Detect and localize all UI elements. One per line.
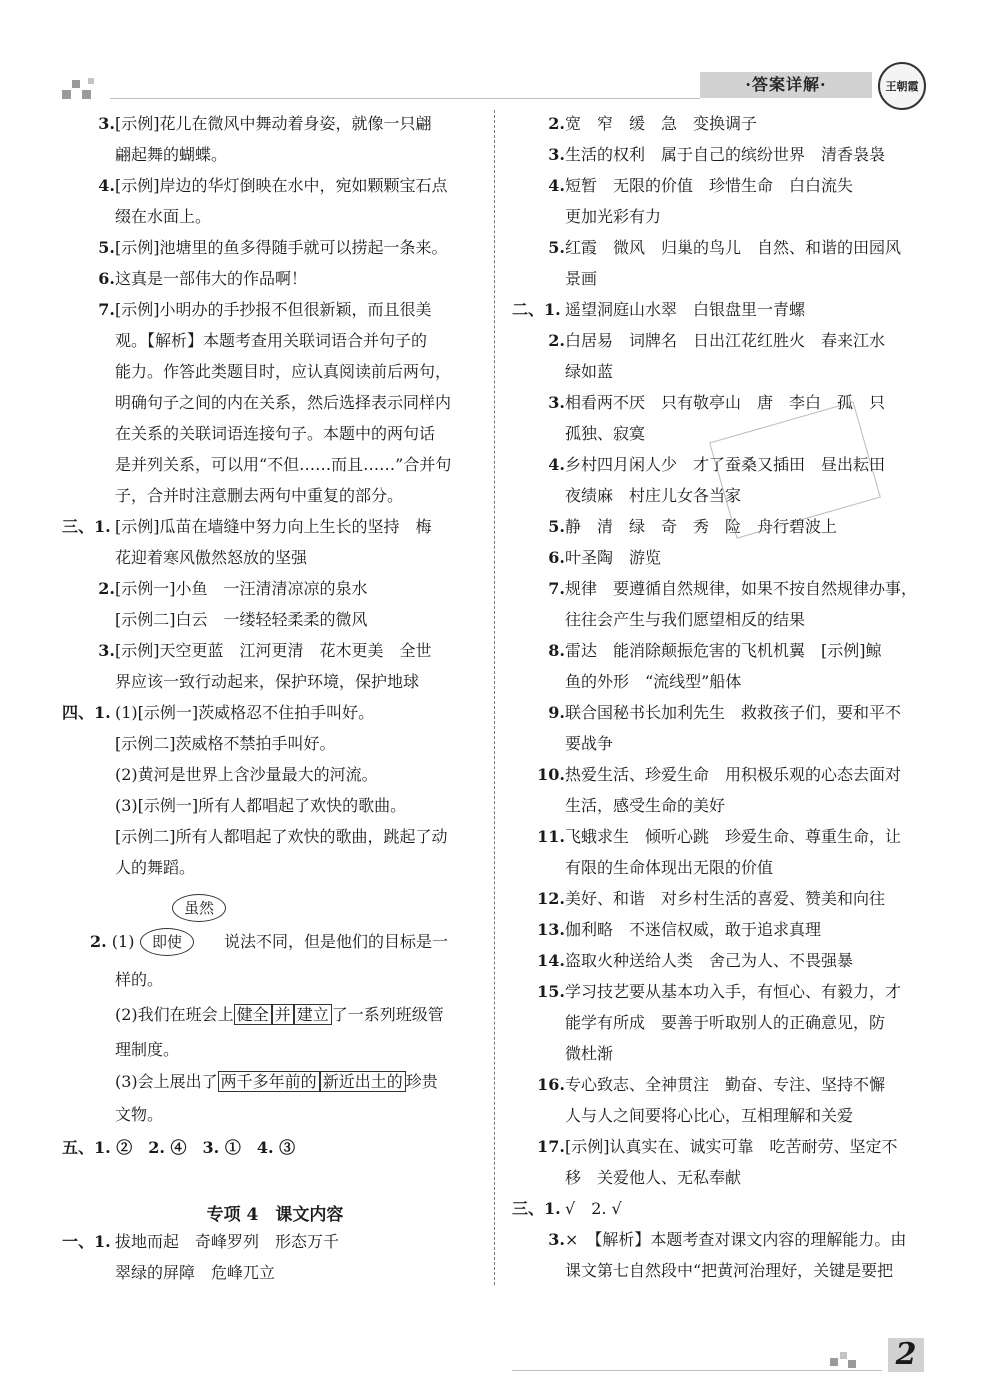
question-number: 4. <box>548 455 565 474</box>
question-number: 3. <box>548 393 565 412</box>
section-5-answers: 五、1. ② 2. ④ 3. ① 4. ③ <box>62 1138 296 1157</box>
answer-text: [示例二]茨威格不禁拍手叫好。 <box>115 734 336 753</box>
answer-text: 要战争 <box>565 734 614 753</box>
answer-line <box>527 980 901 1004</box>
answer-text: 静 清 绿 奇 秀 险 舟行碧波上 <box>565 517 838 536</box>
answer-line <box>565 1166 741 1190</box>
answer-text: 翩起舞的蝴蝶。 <box>115 145 228 164</box>
answer-text: 界应该一致行动起来，保护环境，保护地球 <box>115 672 420 691</box>
answer-text: [示例]小明办的手抄报不但很新颖，而且很美 <box>115 300 432 319</box>
question-number: 10. <box>537 765 565 784</box>
answer-line <box>527 639 882 663</box>
answer-line <box>565 732 613 756</box>
answer-text: 翠绿的屏障 危峰兀立 <box>115 1263 276 1282</box>
answer-line <box>77 174 448 198</box>
answer-text: 红霞 微风 归巢的鸟儿 自然、和谐的田园风 <box>565 238 902 257</box>
answer-line <box>115 763 378 787</box>
answer-line <box>565 1042 613 1066</box>
answer-line <box>565 1011 885 1035</box>
answer-line <box>527 174 853 198</box>
question-number: 16. <box>537 1075 565 1094</box>
answer-text: 能力。作答此类题目时，应认真阅读前后两句， <box>115 362 452 381</box>
answer-line <box>527 1135 898 1159</box>
question-number: 13. <box>537 920 565 939</box>
answer-text: [示例]池塘里的鱼多得随手就可以捞起一条来。 <box>115 238 448 257</box>
question-number: 12. <box>537 889 565 908</box>
answer-text: 生活的权利 属于自己的缤纷世界 清香袅袅 <box>565 145 886 164</box>
answer-line <box>115 856 195 880</box>
answer-text: (2)黄河是世界上含沙量最大的河流。 <box>115 765 378 784</box>
answer-line <box>565 1259 893 1283</box>
answer-line <box>527 577 917 601</box>
answer-line <box>565 205 661 229</box>
brand-logo-icon <box>878 62 926 110</box>
question-number: 14. <box>537 951 565 970</box>
answer-text: 鱼的外形 “流线型”船体 <box>565 672 742 691</box>
question-number: 4. <box>98 176 115 195</box>
answer-text: [示例]认真实在、诚实可靠 吃苦耐劳、坚定不 <box>565 1137 898 1156</box>
answer-text: 往往会产生与我们愿望相反的结果 <box>565 610 806 629</box>
answer-text: 课文第七自然段中“把黄河治理好，关键是要把 <box>565 1261 894 1280</box>
answer-line <box>115 1261 275 1285</box>
answer-text: 热爱生活、珍爱生命 用积极乐观的心态去面对 <box>565 765 902 784</box>
answer-text: 伽利略 不迷信权威，敢于追求真理 <box>565 920 822 939</box>
answer-text: [示例二]白云 一缕轻轻柔柔的微风 <box>115 610 368 629</box>
q2-line2: 样的。 <box>115 970 164 989</box>
answer-text: 观。【解析】本题考查用关联词语合并句子的 <box>115 331 428 350</box>
answer-text: (1)[示例一]茨威格忍不住拍手叫好。 <box>115 703 375 722</box>
question-number: 二、1. <box>512 300 561 319</box>
answer-text: 是并列关系，可以用“不但……而且……”合并句 <box>115 455 452 474</box>
answer-line <box>527 949 853 973</box>
question-number: 6. <box>548 548 565 567</box>
answer-line <box>565 794 725 818</box>
answer-text: 美好、和谐 对乡村生活的喜爱、赞美和向往 <box>565 889 886 908</box>
oval-word-bottom: 即使 <box>140 928 194 956</box>
answer-line <box>77 267 307 291</box>
answer-line <box>62 515 432 539</box>
q2-line3: (2)我们在班会上 健全 并 建立 了一系列班级管 <box>115 1005 444 1024</box>
question-number: 8. <box>548 641 565 660</box>
answer-line <box>115 732 336 756</box>
answer-text: 相看两不厌 只有敬亭山 唐 李白 孤 只 <box>565 393 886 412</box>
answer-text: 联合国秘书长加利先生 救救孩子们，要和平不 <box>565 703 902 722</box>
answer-text: [示例]天空更蓝 江河更清 花木更美 全世 <box>115 641 432 660</box>
q2-line5: (3)会上展出了 两千多年前的 新近出土的 珍贵 <box>115 1072 438 1091</box>
answer-line <box>62 701 374 725</box>
answer-text: 宽 窄 缓 急 变换调子 <box>565 114 758 133</box>
question-number: 6. <box>98 269 115 288</box>
answer-line <box>565 1104 853 1128</box>
question-number: 3. <box>548 1230 565 1249</box>
answer-text: 景画 <box>565 269 598 288</box>
answer-line <box>527 701 901 725</box>
question-number: 5. <box>98 238 115 257</box>
answer-text: 在关系的关联词语连接句子。本题中的两句话 <box>115 424 436 443</box>
answer-text: 子，合并时注意删去两句中重复的部分。 <box>115 486 404 505</box>
question-number: 3. <box>548 145 565 164</box>
answer-line <box>115 205 211 229</box>
answer-text: √ 2. √ <box>565 1199 622 1218</box>
answer-line <box>115 546 307 570</box>
answer-line <box>77 577 368 601</box>
q2-line1: 说法不同，但是他们的目标是一 <box>224 932 449 951</box>
answer-line <box>77 236 448 260</box>
page-number: 2 <box>888 1338 924 1372</box>
answer-text: 移 关爱他人、无私奉献 <box>565 1168 742 1187</box>
question-number: 三、1. <box>512 1199 561 1218</box>
answer-text: 生活，感受生命的美好 <box>565 796 726 815</box>
section-title: 专项 4 课文内容 <box>206 1205 344 1225</box>
answer-line <box>77 298 432 322</box>
question-number: 3. <box>98 114 115 133</box>
answer-line <box>565 422 645 446</box>
answer-line <box>527 763 901 787</box>
answer-text: 更加光彩有力 <box>565 207 662 226</box>
answer-line <box>527 1073 885 1097</box>
answer-text: 人的舞蹈。 <box>115 858 196 877</box>
answer-line <box>527 918 821 942</box>
answer-text: 盗取火种送给人类 舍己为人、不畏强暴 <box>565 951 854 970</box>
answer-line <box>77 639 432 663</box>
header-rule <box>110 98 700 99</box>
answer-line <box>62 1230 339 1254</box>
question-number: 2. <box>98 579 115 598</box>
q2-line6: 文物。 <box>115 1105 164 1124</box>
answer-line <box>527 329 885 353</box>
answer-text: 专心致志、全神贯注 勤奋、专注、坚持不懈 <box>565 1075 886 1094</box>
answer-text: 绿如蓝 <box>565 362 614 381</box>
answer-line <box>527 391 885 415</box>
answer-line <box>115 422 435 446</box>
answer-text: [示例一]小鱼 一汪清清凉凉的泉水 <box>115 579 368 598</box>
answer-line <box>512 1197 622 1221</box>
answer-text: 规律 要遵循自然规律，如果不按自然规律办事， <box>565 579 918 598</box>
answer-line <box>115 329 427 353</box>
column-divider <box>494 110 495 1285</box>
answer-line <box>565 608 805 632</box>
answer-line <box>565 360 613 384</box>
answer-text: 花迎着寒风傲然怒放的坚强 <box>115 548 308 567</box>
footer-rule <box>512 1370 882 1371</box>
answer-text: 孤独、寂寞 <box>565 424 646 443</box>
answer-line <box>115 391 451 415</box>
question-number: 3. <box>98 641 115 660</box>
header-decoration <box>62 72 102 102</box>
answer-line <box>565 856 773 880</box>
boxed-phrase: 两千多年前的 <box>218 1071 320 1092</box>
answer-line <box>527 825 901 849</box>
question-number: 4. <box>548 176 565 195</box>
question-number: 三、1. <box>62 517 111 536</box>
question-number: 15. <box>537 982 565 1001</box>
boxed-word: 健全 <box>234 1004 272 1025</box>
answer-text: [示例二]所有人都唱起了欢快的歌曲，跳起了动 <box>115 827 448 846</box>
answer-line <box>512 298 805 322</box>
answer-text: 飞蛾求生 倾听心跳 珍爱生命、尊重生命，让 <box>565 827 902 846</box>
answer-text: 雷达 能消除颠振危害的飞机机翼 [示例]鲸 <box>565 641 882 660</box>
q2-line1-prefix: (1) <box>111 932 135 951</box>
boxed-word: 并 <box>272 1004 294 1025</box>
answer-line <box>527 112 757 136</box>
answer-line <box>527 515 837 539</box>
answer-text: 缀在水面上。 <box>115 207 212 226</box>
answer-line <box>565 267 597 291</box>
answer-text: 遥望洞庭山水翠 白银盘里一青螺 <box>565 300 806 319</box>
question-number: 11. <box>537 827 565 846</box>
answer-text: 这真是一部伟大的作品啊！ <box>115 269 308 288</box>
footer-decoration <box>830 1352 880 1368</box>
answer-line <box>77 112 432 136</box>
answer-line <box>115 825 448 849</box>
answer-line <box>115 608 368 632</box>
question-number: 9. <box>548 703 565 722</box>
answer-text: × 【解析】本题考查对课文内容的理解能力。由 <box>565 1230 907 1249</box>
answer-line <box>115 484 403 508</box>
answer-line <box>565 670 741 694</box>
boxed-phrase: 新近出土的 <box>320 1071 406 1092</box>
answer-text: [示例]瓜苗在墙缝中努力向上生长的坚持 梅 <box>115 517 432 536</box>
oval-word-top: 虽然 <box>172 894 226 922</box>
answer-line <box>527 887 885 911</box>
answer-line <box>565 484 741 508</box>
answer-text: 拔地而起 奇峰罗列 形态万千 <box>115 1232 340 1251</box>
answer-line <box>115 794 406 818</box>
answer-line <box>527 1228 906 1252</box>
question-number: 7. <box>548 579 565 598</box>
answer-line <box>115 453 451 477</box>
answer-line <box>115 670 419 694</box>
answer-text: 人与人之间要将心比心，互相理解和关爱 <box>565 1106 854 1125</box>
answer-text: (3)[示例一]所有人都唱起了欢快的歌曲。 <box>115 796 407 815</box>
answer-line <box>527 236 901 260</box>
answer-text: 乡村四月闲人少 才了蚕桑又插田 昼出耘田 <box>565 455 886 474</box>
answer-text: 叶圣陶 游览 <box>565 548 662 567</box>
boxed-word: 建立 <box>294 1004 332 1025</box>
question-number: 7. <box>98 300 115 319</box>
answer-text: 微杜渐 <box>565 1044 614 1063</box>
answer-text: 短暂 无限的价值 珍惜生命 白白流失 <box>565 176 854 195</box>
question-number: 四、1. <box>62 703 111 722</box>
question-number: 5. <box>548 517 565 536</box>
answer-text: [示例]花儿在微风中舞动着身姿，就像一只翩 <box>115 114 432 133</box>
header-label: ·答案详解· <box>700 72 872 98</box>
question-number: 5. <box>548 238 565 257</box>
answer-text: 夜绩麻 村庄儿女各当家 <box>565 486 742 505</box>
answer-text: 能学有所成 要善于听取别人的正确意见，防 <box>565 1013 886 1032</box>
answer-text: 明确句子之间的内在关系，然后选择表示同样内 <box>115 393 452 412</box>
question-number: 一、1. <box>62 1232 111 1251</box>
answer-line <box>527 453 885 477</box>
question-number: 17. <box>537 1137 565 1156</box>
answer-text: 白居易 词牌名 日出江花红胜火 春来江水 <box>565 331 886 350</box>
question-number: 2. <box>548 114 565 133</box>
answer-line <box>527 546 661 570</box>
brand-logo-text: 王朝霞 <box>885 80 919 93</box>
answer-line <box>115 143 227 167</box>
question-number: 2. <box>548 331 565 350</box>
answer-line <box>115 360 451 384</box>
q2-line4: 理制度。 <box>115 1040 180 1059</box>
answer-text: 有限的生命体现出无限的价值 <box>565 858 774 877</box>
answer-text: 学习技艺要从基本功入手，有恒心、有毅力，才 <box>565 982 902 1001</box>
answer-line <box>527 143 885 167</box>
answer-text: [示例]岸边的华灯倒映在水中，宛如颗颗宝石点 <box>115 176 448 195</box>
